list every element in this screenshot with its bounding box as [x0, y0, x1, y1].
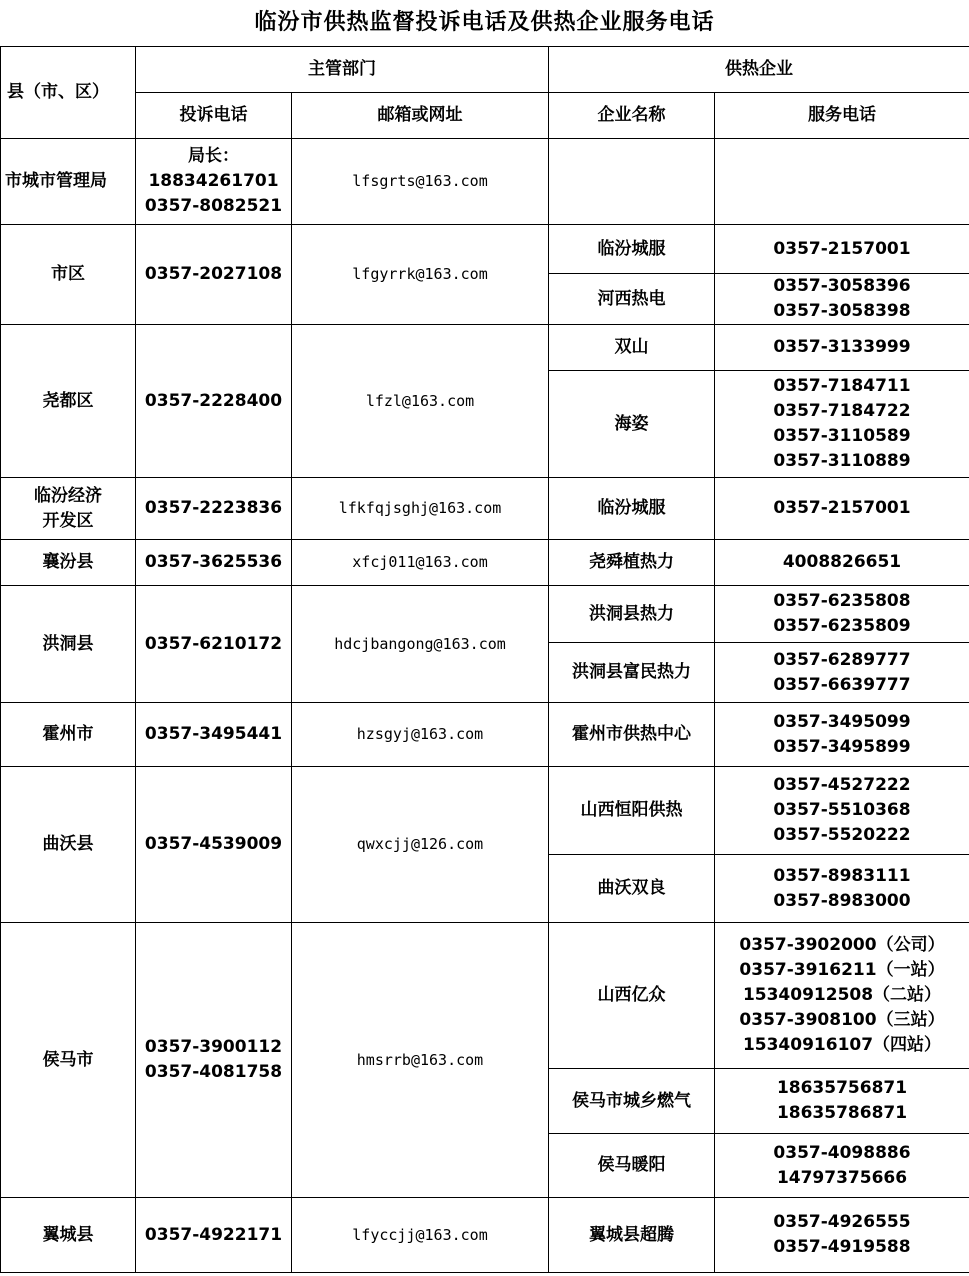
county-cell: 翼城县	[1, 1198, 136, 1273]
email-cell: qwxcjj@126.com	[292, 767, 549, 923]
service-phone-cell: 0357-3902000（公司） 0357-3916211（一站） 15340912508（二站） 0357-3908100（三站） 15340916107（四站）	[715, 923, 969, 1069]
heating-service-table	[0, 46, 969, 1273]
service-phone-cell: 0357-4098886 14797375666	[715, 1134, 969, 1198]
county-cell: 侯马市	[1, 923, 136, 1198]
table-row	[1, 1198, 969, 1273]
email-cell: lfsgrts@163.com	[292, 139, 549, 225]
company-name-cell: 侯马市城乡燃气	[549, 1069, 715, 1134]
table-row	[1, 586, 969, 643]
page-title: 临汾市供热监督投诉电话及供热企业服务电话	[254, 10, 715, 35]
complaint-phone-cell: 0357-3495441	[136, 703, 292, 767]
service-phone-cell	[715, 139, 969, 225]
complaint-phone-cell: 0357-2027108	[136, 225, 292, 325]
header-service-phone: 服务电话	[715, 93, 969, 139]
service-phone-cell: 0357-8983111 0357-8983000	[715, 855, 969, 923]
header-dept: 主管部门	[136, 47, 549, 93]
header-company: 供热企业	[549, 47, 969, 93]
county-cell: 市城市管理局	[1, 139, 136, 225]
company-name-cell: 洪洞县富民热力	[549, 643, 715, 703]
service-phone-cell: 0357-4926555 0357-4919588	[715, 1198, 969, 1273]
company-name-cell: 山西恒阳供热	[549, 767, 715, 855]
email-cell: hzsgyj@163.com	[292, 703, 549, 767]
county-cell: 洪洞县	[1, 586, 136, 703]
table-row	[1, 767, 969, 855]
service-phone-cell: 0357-4527222 0357-5510368 0357-5520222	[715, 767, 969, 855]
company-name-cell: 双山	[549, 325, 715, 371]
company-name-cell	[549, 139, 715, 225]
county-cell: 曲沃县	[1, 767, 136, 923]
complaint-phone-cell: 0357-4539009	[136, 767, 292, 923]
table-row	[1, 478, 969, 540]
service-phone-cell: 0357-6289777 0357-6639777	[715, 643, 969, 703]
complaint-phone-cell: 0357-6210172	[136, 586, 292, 703]
table-row	[1, 139, 969, 225]
table-row	[1, 225, 969, 274]
service-phone-cell: 0357-3058396 0357-3058398	[715, 274, 969, 325]
service-phone-cell: 0357-2157001	[715, 478, 969, 540]
company-name-cell: 尧舜植热力	[549, 540, 715, 586]
table-row	[1, 540, 969, 586]
header-company-name: 企业名称	[549, 93, 715, 139]
table-row	[1, 923, 969, 1069]
complaint-phone-cell: 局长： 18834261701 0357-8082521	[136, 139, 292, 225]
email-cell: lfkfqjsghj@163.com	[292, 478, 549, 540]
company-name-cell: 山西亿众	[549, 923, 715, 1069]
header-email: 邮箱或网址	[292, 93, 549, 139]
complaint-phone-cell: 0357-4922171	[136, 1198, 292, 1273]
company-name-cell: 临汾城服	[549, 478, 715, 540]
email-cell: lfzl@163.com	[292, 325, 549, 478]
service-phone-cell: 18635756871 18635786871	[715, 1069, 969, 1134]
company-name-cell: 洪洞县热力	[549, 586, 715, 643]
service-phone-cell: 0357-3133999	[715, 325, 969, 371]
service-phone-cell: 4008826651	[715, 540, 969, 586]
service-phone-cell: 0357-6235808 0357-6235809	[715, 586, 969, 643]
county-cell: 襄汾县	[1, 540, 136, 586]
company-name-cell: 海姿	[549, 371, 715, 478]
company-name-cell: 侯马暖阳	[549, 1134, 715, 1198]
county-cell: 临汾经济 开发区	[1, 478, 136, 540]
company-name-cell: 霍州市供热中心	[549, 703, 715, 767]
company-name-cell: 河西热电	[549, 274, 715, 325]
complaint-phone-cell: 0357-2228400	[136, 325, 292, 478]
header-county: 县（市、区）	[1, 47, 136, 139]
email-cell: hdcjbangong@163.com	[292, 586, 549, 703]
service-phone-cell: 0357-2157001	[715, 225, 969, 274]
service-phone-cell: 0357-3495099 0357-3495899	[715, 703, 969, 767]
county-cell: 尧都区	[1, 325, 136, 478]
company-name-cell: 临汾城服	[549, 225, 715, 274]
complaint-phone-cell: 0357-3625536	[136, 540, 292, 586]
complaint-phone-cell: 0357-3900112 0357-4081758	[136, 923, 292, 1198]
table-row	[1, 703, 969, 767]
county-cell: 霍州市	[1, 703, 136, 767]
email-cell: xfcj011@163.com	[292, 540, 549, 586]
company-name-cell: 曲沃双良	[549, 855, 715, 923]
county-cell: 市区	[1, 225, 136, 325]
email-cell: lfyccjj@163.com	[292, 1198, 549, 1273]
header-complaint-phone: 投诉电话	[136, 93, 292, 139]
company-name-cell: 翼城县超腾	[549, 1198, 715, 1273]
email-cell: hmsrrb@163.com	[292, 923, 549, 1198]
complaint-phone-cell: 0357-2223836	[136, 478, 292, 540]
table-row	[1, 325, 969, 371]
email-cell: lfgyrrk@163.com	[292, 225, 549, 325]
service-phone-cell: 0357-7184711 0357-7184722 0357-3110589 0357-3110889	[715, 371, 969, 478]
